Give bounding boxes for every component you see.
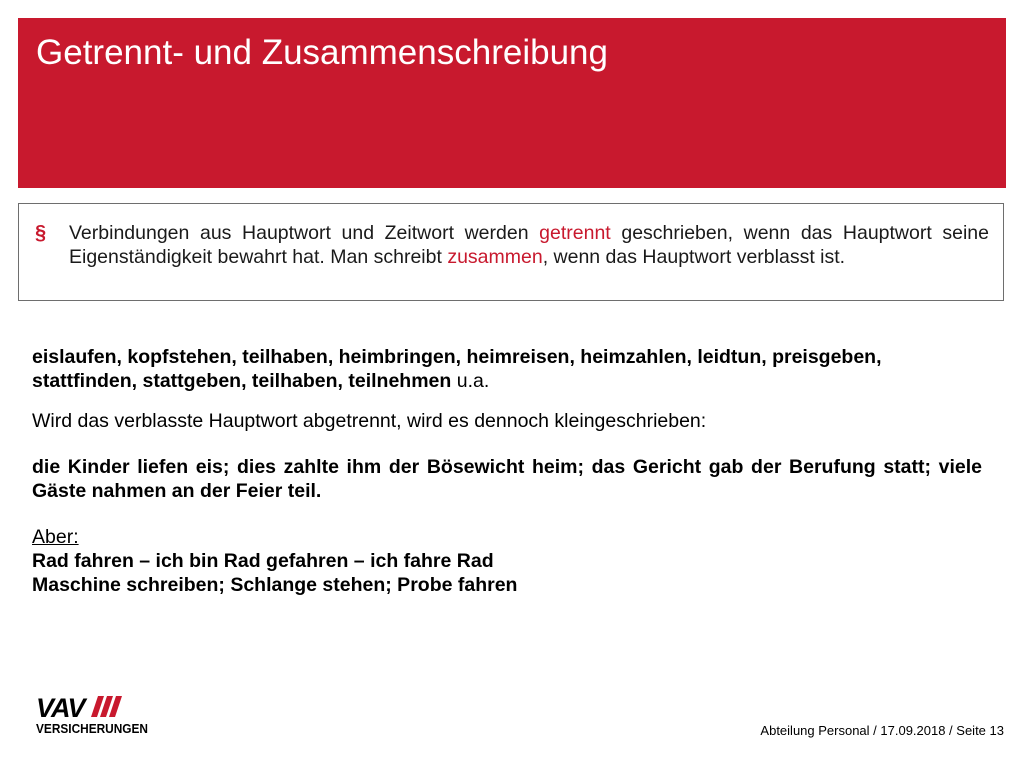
header-band: [18, 18, 1006, 188]
rule-text: [69, 221, 989, 269]
paragraph-bullet: §: [35, 222, 47, 244]
note-paragraph: Wird das verblasste Hauptwort abgetrennt, wird es dennoch kleingeschrieben:: [32, 410, 707, 432]
examples-suffix: u.a.: [451, 370, 490, 392]
but-line-1: Rad fahren – ich bin Rad gefahren – ich fahre Rad: [32, 550, 494, 572]
but-label: Aber:: [32, 526, 79, 548]
but-line-2: Maschine schreiben; Schlange stehen; Probe fahren: [32, 574, 518, 596]
rule-text-part-1: Verbindungen aus Hauptwort und Zeitwort werden: [69, 222, 540, 244]
vav-logo: [36, 692, 166, 736]
slide-title: Getrennt- und Zusammenschreibung: [36, 33, 608, 72]
footer-text: Abteilung Personal / 17.09.2018 / Seite 13: [760, 723, 1004, 738]
examples-paragraph: [32, 345, 982, 393]
rule-box: [18, 203, 1004, 301]
logo-wordmark: VAV: [36, 693, 85, 723]
rule-highlight-zusammen: zusammen: [447, 246, 543, 268]
rule-text-part-3: , wenn das Hauptwort verblasst ist.: [542, 246, 846, 268]
rule-text-part-2: geschrieben, wenn das Hauptwort seine Eigenständigkeit bewahrt hat. Man schreibt: [69, 222, 989, 268]
main-content: [32, 345, 982, 597]
examples-list: eislaufen, kopfstehen, teilhaben, heimbringen, heimreisen, heimzahlen, leidtun, preisgeben, stattfinden, stattgeben, teilhaben, teilnehmen: [32, 346, 882, 392]
rule-highlight-getrennt: getrennt: [539, 222, 611, 244]
logo-subtitle: VERSICHERUNGEN: [36, 722, 148, 736]
example-sentences: die Kinder liefen eis; dies zahlte ihm der Bösewicht heim; das Gericht gab der Berufung statt; viele Gäste nahmen an der Feier teil.: [32, 456, 982, 502]
